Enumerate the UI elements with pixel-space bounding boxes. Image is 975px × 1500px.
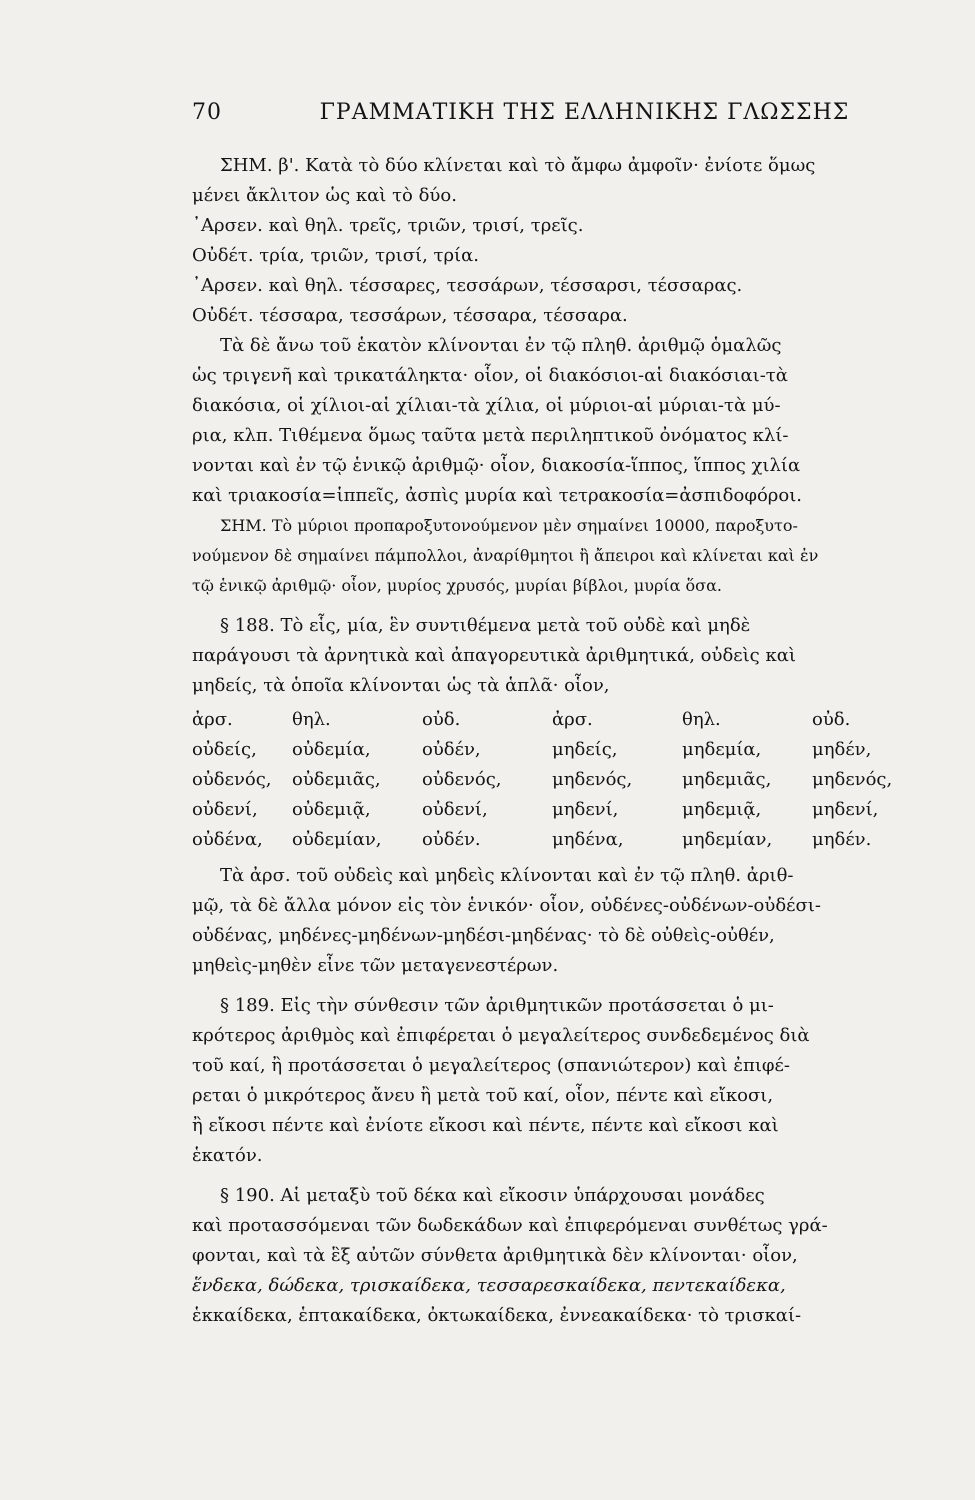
text-block-2 <box>192 861 925 1331</box>
table-cell: μηδεμιᾶς, <box>682 769 772 790</box>
table-header: θηλ. <box>292 709 331 730</box>
page-number: 70 <box>192 100 222 125</box>
section-188-line: § 188. Τὸ εἷς, μία, ἓν συντιθέμενα μετὰ τοῦ οὐδὲ καὶ μηδὲ <box>220 615 751 636</box>
table-cell: μηδέν. <box>812 829 872 850</box>
table-cell: μηδενί, <box>812 799 879 820</box>
table-header: ἀρσ. <box>552 709 593 730</box>
table-cell: μηδεμία, <box>682 739 762 760</box>
text-line: Οὐδέτ. τέσσαρα, τεσσάρων, τέσσαρα, τέσσαρα. <box>192 305 628 326</box>
text-line: νονται καὶ ἐν τῷ ἑνικῷ ἀριθμῷ· οἷον, διακοσία-ἵππος, ἵππος χιλία <box>192 455 801 476</box>
section-189-line: § 189. Εἰς τὴν σύνθεσιν τῶν ἀριθμητικῶν προτάσσεται ὁ μι- <box>220 995 774 1016</box>
text-line: ρεται ὁ μικρότερος ἄνευ ἢ μετὰ τοῦ καί, οἷον, πέντε καὶ εἴκοσι, <box>192 1085 774 1106</box>
text-line: οὐδένας, μηδένες-μηδένων-μηδέσι-μηδένας· τὸ δὲ οὐθεὶς-οὐθέν, <box>192 925 775 946</box>
table-cell: οὐδενί, <box>422 799 488 820</box>
table-header: ἀρσ. <box>192 709 233 730</box>
table-header: οὐδ. <box>422 709 461 730</box>
text-line: μηδείς, τὰ ὁποῖα κλίνονται ὡς τὰ ἁπλᾶ· οἷον, <box>192 675 610 696</box>
running-title: ΓΡΑΜΜΑΤΙΚΗ ΤΗΣ ΕΛΛΗΝΙΚΗΣ ΓΛΩΣΣΗΣ <box>319 100 850 125</box>
table-cell: οὐδενός, <box>422 769 502 790</box>
table-cell: οὐδένα, <box>192 829 263 850</box>
declension-table <box>192 705 925 855</box>
text-line: Τὰ δὲ ἄνω τοῦ ἑκατὸν κλίνονται ἐν τῷ πληθ. ἀριθμῷ ὁμαλῶς <box>220 335 782 356</box>
text-line: ᾽Αρσεν. καὶ θηλ. τρεῖς, τριῶν, τρισί, τρεῖς. <box>192 215 584 236</box>
text-line: ἕνδεκα, δώδεκα, τρισκαίδεκα, τεσσαρεσκαίδεκα, πεντεκαίδεκα, <box>192 1275 786 1296</box>
note-line: τῷ ἑνικῷ ἀριθμῷ· οἷον, μυρίος χρυσός, μυρίαι βίβλοι, μυρία ὅσα. <box>192 576 722 595</box>
text-line: ἑκκαίδεκα, ἑπτακαίδεκα, ὀκτωκαίδεκα, ἐννεακαίδεκα· τὸ τρισκαί- <box>192 1305 802 1326</box>
text-line: ρια, κλπ. Τιθέμενα ὅμως ταῦτα μετὰ περιληπτικοῦ ὀνόματος κλί- <box>192 425 789 446</box>
text-line: καὶ τριακοσία=ἱππεῖς, ἀσπὶς μυρία καὶ τετρακοσία=ἀσπιδοφόροι. <box>192 485 802 506</box>
text-line: καὶ προτασσόμεναι τῶν δωδεκάδων καὶ ἐπιφερόμεναι συνθέτως γρά- <box>192 1215 828 1236</box>
text-line: κρότερος ἀριθμὸς καὶ ἐπιφέρεται ὁ μεγαλείτερος συνδεδεμένος διὰ <box>192 1025 810 1046</box>
table-cell: μηδέν, <box>812 739 872 760</box>
table-cell: οὐδεμιᾷ, <box>292 799 371 820</box>
text-line: μένει ἄκλιτον ὡς καὶ τὸ δύο. <box>192 185 457 206</box>
text-line: ἑκατόν. <box>192 1145 263 1166</box>
text-line: παράγουσι τὰ ἀρνητικὰ καὶ ἀπαγορευτικὰ ἀριθμητικά, οὐδεὶς καὶ <box>192 645 796 666</box>
table-cell: οὐδέν, <box>422 739 481 760</box>
text-line: ᾽Αρσεν. καὶ θηλ. τέσσαρες, τεσσάρων, τέσσαρσι, τέσσαρας. <box>192 275 743 296</box>
note-line: ΣΗΜ. Τὸ μύριοι προπαροξυτονούμενον μὲν σημαίνει 10000, παροξυτο- <box>220 516 798 535</box>
text-line: ἢ εἴκοσι πέντε καὶ ἐνίοτε εἴκοσι καὶ πέντε, πέντε καὶ εἴκοσι καὶ <box>192 1115 779 1136</box>
text-line: Τὰ ἀρσ. τοῦ οὐδεὶς καὶ μηδεὶς κλίνονται καὶ ἐν τῷ πληθ. ἀριθ- <box>220 865 794 886</box>
table-cell: οὐδενί, <box>192 799 258 820</box>
page-header <box>192 100 925 125</box>
table-cell: οὐδεμιᾶς, <box>292 769 381 790</box>
text-line: μηθεὶς-μηθὲν εἶνε τῶν μεταγενεστέρων. <box>192 955 559 976</box>
table-cell: μηδεμιᾷ, <box>682 799 762 820</box>
note-line: νούμενον δὲ σημαίνει πάμπολλοι, ἀναρίθμητοι ἢ ἄπειροι καὶ κλίνεται καὶ ἐν <box>192 546 819 565</box>
text-line: τοῦ καί, ἢ προτάσσεται ὁ μεγαλείτερος (σπανιώτερον) καὶ ἐπιφέ- <box>192 1055 790 1076</box>
text-line: ὡς τριγενῆ καὶ τρικατάληκτα· οἷον, οἱ διακόσιοι-αἱ διακόσιαι-τὰ <box>192 365 788 386</box>
table-header: οὐδ. <box>812 709 851 730</box>
table-cell: οὐδέν. <box>422 829 481 850</box>
table-cell: μηδένα, <box>552 829 624 850</box>
text-block-1 <box>192 151 925 701</box>
table-cell: οὐδείς, <box>192 739 257 760</box>
table-header: θηλ. <box>682 709 721 730</box>
table-cell: οὐδεμία, <box>292 739 371 760</box>
text-line: διακόσια, οἱ χίλιοι-αἱ χίλιαι-τὰ χίλια, οἱ μύριοι-αἱ μύριαι-τὰ μύ- <box>192 395 781 416</box>
table-cell: μηδενί, <box>552 799 619 820</box>
text-line: ΣΗΜ. β'. Κατὰ τὸ δύο κλίνεται καὶ τὸ ἄμφω ἀμφοῖν· ἐνίοτε ὅμως <box>220 155 816 176</box>
text-line: Οὐδέτ. τρία, τριῶν, τρισί, τρία. <box>192 245 479 266</box>
table-cell: μηδεμίαν, <box>682 829 773 850</box>
table-cell: μηδείς, <box>552 739 618 760</box>
table-cell: μηδενός, <box>812 769 893 790</box>
table-cell: μηδενός, <box>552 769 633 790</box>
table-cell: οὐδενός, <box>192 769 272 790</box>
table-cell: οὐδεμίαν, <box>292 829 382 850</box>
text-line: μῷ, τὰ δὲ ἄλλα μόνον εἰς τὸν ἑνικόν· οἷον, οὐδένες-οὐδένων-οὐδέσι- <box>192 895 821 916</box>
section-190-line: § 190. Αἱ μεταξὺ τοῦ δέκα καὶ εἴκοσιν ὑπάρχουσαι μονάδες <box>220 1185 765 1206</box>
text-line: φονται, καὶ τὰ ἓξ αὐτῶν σύνθετα ἀριθμητικὰ δὲν κλίνονται· οἷον, <box>192 1245 798 1266</box>
